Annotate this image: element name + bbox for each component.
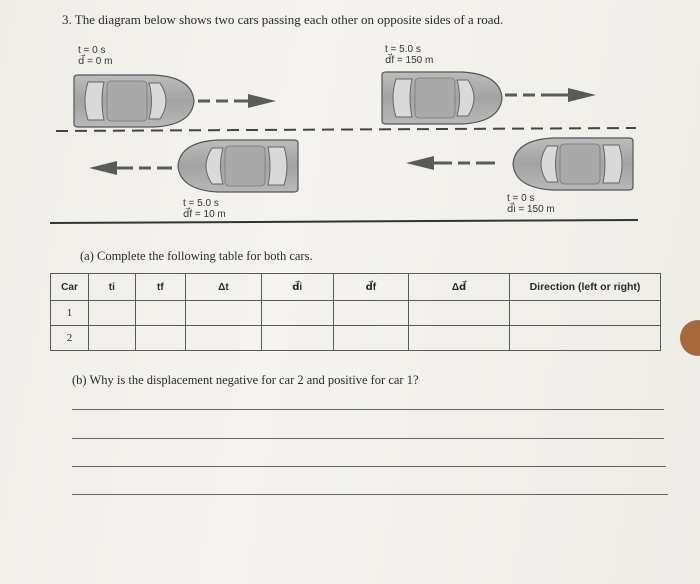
- table-cell[interactable]: [186, 301, 262, 326]
- car2-end-time: t = 5.0 s: [183, 198, 219, 209]
- car2-end-displacement: d⃗f = 10 m: [183, 209, 226, 220]
- row-car-number: 2: [51, 326, 89, 351]
- header-direction: Direction (left or right): [510, 274, 661, 301]
- table-cell[interactable]: [89, 301, 136, 326]
- answer-line[interactable]: [72, 466, 666, 467]
- car2-start-displacement: d⃗i = 150 m: [507, 204, 555, 215]
- header-delta-t: Δt: [186, 274, 262, 301]
- part-a-text: (a) Complete the following table for both cars.: [80, 249, 313, 263]
- header-di: d⃗i: [261, 274, 333, 301]
- car1-start-icon: [74, 75, 194, 127]
- table-cell[interactable]: [409, 301, 510, 326]
- answer-line[interactable]: [72, 494, 668, 495]
- table-header-row: [51, 274, 661, 301]
- header-df: d⃗f: [333, 274, 409, 301]
- kinematics-table: [50, 273, 661, 351]
- header-ti: ti: [89, 274, 136, 301]
- car2-start-arrow: [406, 156, 495, 170]
- part-b-text: (b) Why is the displacement negative for car 2 and positive for car 1?: [72, 373, 419, 387]
- car2-end-arrow: [89, 161, 172, 175]
- row-car-number: 1: [51, 301, 89, 326]
- car2-start-label: [507, 193, 555, 215]
- car2-end-label: [183, 198, 226, 220]
- table-cell[interactable]: [261, 326, 333, 351]
- table-row: [51, 301, 661, 326]
- car1-start-arrow: [198, 94, 276, 108]
- table-cell[interactable]: [89, 326, 136, 351]
- answer-line[interactable]: [72, 409, 664, 410]
- table-cell[interactable]: [186, 326, 262, 351]
- answer-line[interactable]: [72, 438, 664, 439]
- car2-start-time: t = 0 s: [507, 193, 535, 204]
- table-cell[interactable]: [510, 301, 661, 326]
- header-delta-d: Δd⃗: [409, 274, 510, 301]
- page-edge-dot: [680, 320, 700, 356]
- car1-start-displacement: d⃗ = 0 m: [78, 56, 113, 67]
- table-cell[interactable]: [135, 301, 185, 326]
- header-car: Car: [51, 274, 89, 301]
- table-cell[interactable]: [510, 326, 661, 351]
- table-cell[interactable]: [135, 326, 185, 351]
- car2-start-icon: [513, 138, 633, 190]
- car2-end-icon: [178, 140, 298, 192]
- header-tf: tf: [135, 274, 185, 301]
- table-cell[interactable]: [409, 326, 510, 351]
- road-center-dashed-line: [56, 128, 636, 131]
- table-row: [51, 326, 661, 351]
- car1-end-label: [385, 44, 433, 66]
- cars-road-diagram: [0, 0, 700, 240]
- table-cell[interactable]: [333, 301, 409, 326]
- car1-end-time: t = 5.0 s: [385, 44, 421, 55]
- car1-start-label: [78, 45, 112, 67]
- car1-end-displacement: d⃗f = 150 m: [385, 55, 434, 66]
- car1-start-time: t = 0 s: [78, 45, 106, 56]
- table-cell[interactable]: [333, 326, 409, 351]
- table-cell[interactable]: [261, 301, 333, 326]
- road-bottom-edge: [50, 220, 638, 223]
- car1-end-icon: [382, 72, 502, 124]
- question-3-text: 3. The diagram below shows two cars passing each other on opposite sides of a road.: [62, 12, 504, 27]
- car1-end-arrow: [505, 88, 596, 102]
